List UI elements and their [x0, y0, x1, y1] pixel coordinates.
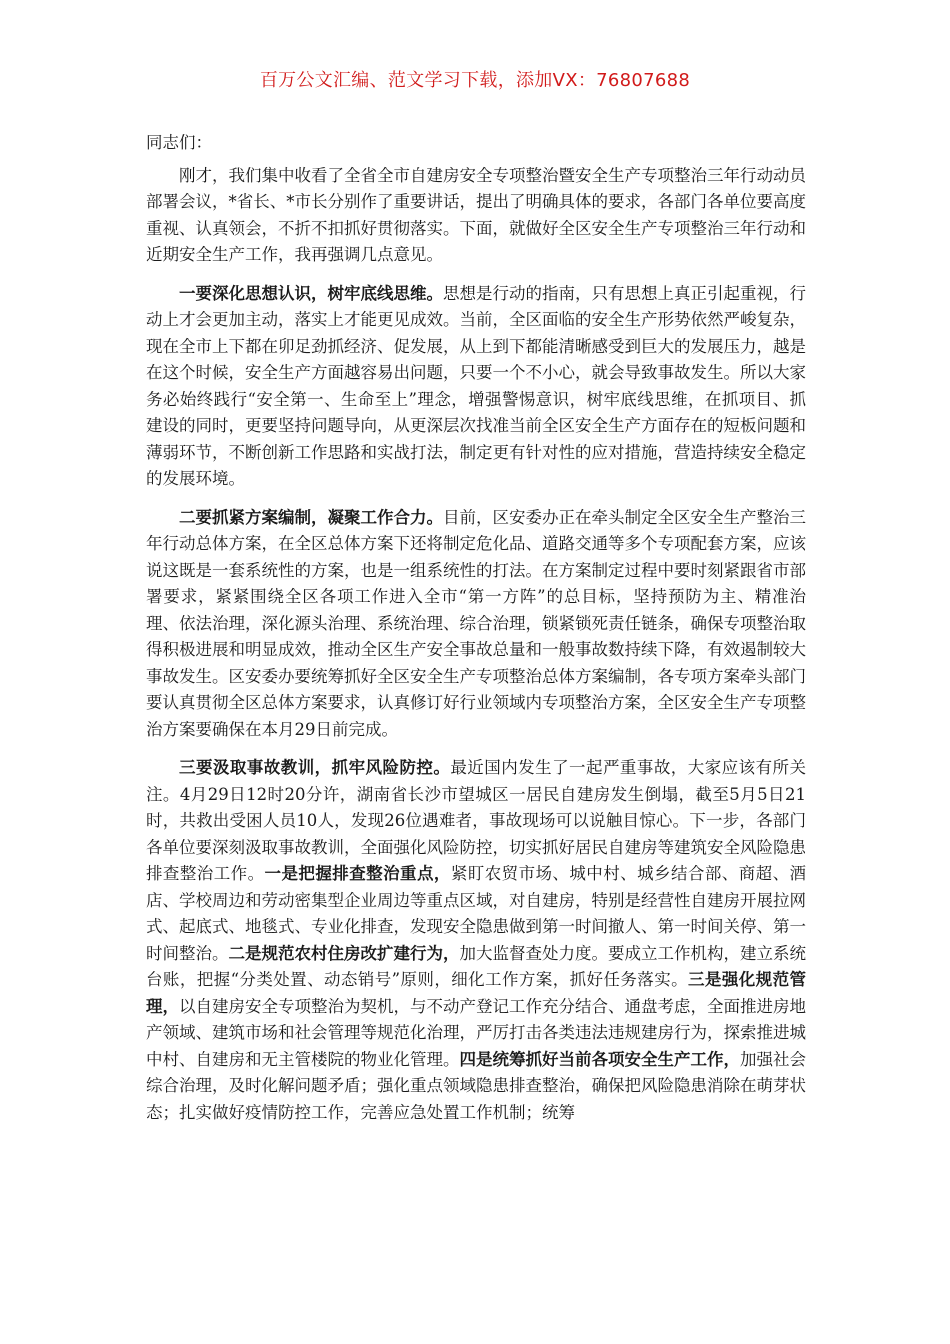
sub-item-text-3: 以自建房安全专项整治为契机，与不动产登记工作充分结合、通盘考虑，全面推进房地产领域、建筑市场和社会管理等规范化治理，严厉打击各类违法违规建房行为，探索推进城中村、自建房和无主管楼院的物业化管理。: [146, 996, 806, 1069]
paragraph-point-1: [146, 281, 806, 493]
sub-item-text-1: 紧盯农贸市场、城中村、城乡结合部、商超、酒店、学校周边和劳动密集型企业周边等重点区域，对自建房，特别是经营性自建房开展拉网式、起底式、地毯式、专业化排查，发现安全隐患做到第一时间撤人、第一时间关停、第一时间整治。: [146, 864, 807, 963]
salutation: 同志们：: [146, 133, 212, 152]
paragraph-text: 思想是行动的指南，只有思想上真正引起重视，行动上才会更加主动，落实上才能更见成效。当前，全区面临的安全生产形势依然严峻复杂，现在全市上下都在卯足劲抓经济、促发展，从上到下都能清晰感受到巨大的发展压力，越是在这个时候，安全生产方面越容易出问题，只要一个不小心，就会导致事故发生。所以大家务必始终践行“安全第一、生命至上”理念，增强警惕意识，树牢底线思维，在抓项目、抓建设的同时，更要坚持问题导向，从更深层次找准当前全区安全生产方面存在的短板问题和薄弱环节，不断创新工作思路和实战打法，制定更有针对性的应对措施，营造持续安全稳定的发展环境。: [146, 283, 806, 488]
paragraph-point-3: [146, 755, 806, 1126]
sub-item-text-4: 加强社会综合治理，及时化解问题矛盾；强化重点领域隐患排查整治，确保把风险隐患消除在萌芽状态；扎实做好疫情防控工作，完善应急处置工作机制；统筹: [146, 1049, 806, 1122]
paragraph-point-2: [146, 505, 806, 744]
paragraph-text: 刚才，我们集中收看了全省全市自建房安全专项整治暨安全生产专项整治三年行动动员部署会议，*省长、*市长分别作了重要讲话，提出了明确具体的要求，各部门各单位要高度重视、认真领会，不折不扣抓好贯彻落实。下面，就做好全区安全生产专项整治三年行动和近期安全生产工作，我再强调几点意见。: [146, 165, 806, 264]
sub-item-text-2: 加大监督查处力度。要成立工作机构，建立系统台账，把握“分类处置、动态销号”原则，细化工作方案，抓好任务落实。: [146, 943, 806, 989]
sub-item-lead-1: 一是把握排查整治重点，: [264, 864, 451, 883]
paragraph-intro: [146, 163, 806, 269]
sub-item-lead-3: 三是强化规范管理，: [146, 970, 806, 1016]
paragraph-lead: 三要汲取事故教训，抓牢风险防控。: [179, 758, 451, 777]
paragraph-text: 最近国内发生了一起严重事故，大家应该有所关注。4月29日12时20分许，湖南省长沙市望城区一居民自建房发生倒塌，截至5月5日21时，共救出受困人员10人，发现26位遇难者，事故现场可以说触目惊心。下一步，各部门各单位要深刻汲取事故教训，全面强化风险防控，切实抓好居民自建房等建筑安全风险隐患排查整治工作。: [146, 758, 807, 883]
paragraph-lead: 二要抓紧方案编制，凝聚工作合力。: [179, 507, 443, 527]
watermark-header: 百万公文汇编、范文学习下载，添加VX：76807688: [259, 70, 691, 91]
sub-item-lead-2: 二是规范农村住房改扩建行为，: [228, 943, 460, 963]
sub-item-lead-4: 四是统筹抓好当前各项安全生产工作，: [459, 1049, 740, 1069]
document-body: [146, 130, 806, 1138]
paragraph-lead: 一要深化思想认识，树牢底线思维。: [179, 283, 443, 303]
paragraph-text: 目前，区安委办正在牵头制定全区安全生产整治三年行动总体方案，在全区总体方案下还将制定危化品、道路交通等多个专项配套方案，应该说这既是一套系统性的方案，也是一组系统性的打法。在方案制定过程中要时刻紧跟省市部署要求，紧紧围绕全区各项工作进入全市“第一方阵”的总目标，坚持预防为主、精准治理、依法治理，深化源头治理、系统治理、综合治理，锁紧锁死责任链条，确保专项整治取得积极进展和明显成效，推动全区生产安全事故总量和一般事故数持续下降，有效遏制较大事故发生。区安委办要统筹抓好全区安全生产专项整治总体方案编制，各专项方案牵头部门要认真贯彻全区总体方案要求，认真修订好行业领域内专项整治方案，全区安全生产专项整治方案要确保在本月29日前完成。: [146, 507, 806, 739]
